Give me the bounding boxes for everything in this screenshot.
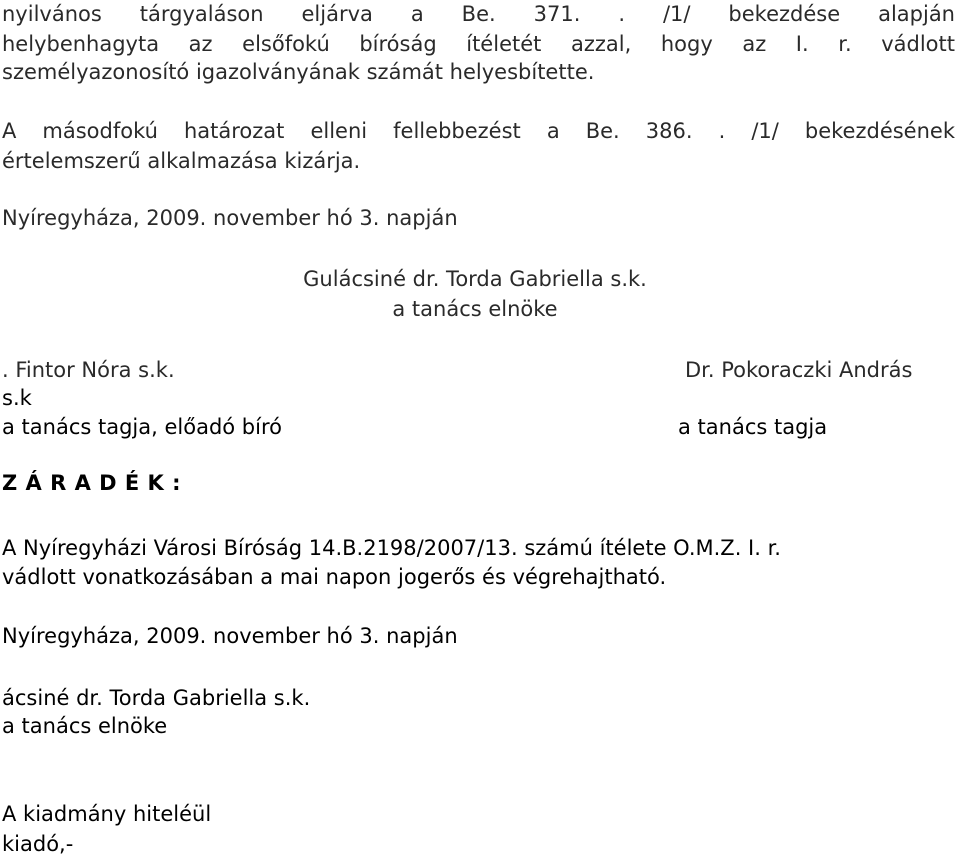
presiding-judge-title: a tanács elnöke [392,297,558,321]
clause-line1: A Nyíregyházi Városi Bíróság 14.B.2198/2007/13. számú ítélete O.M.Z. I. r. [2,536,781,560]
date-line-2: Nyíregyháza, 2009. november hó 3. napján [2,624,458,648]
footer-line2: kiadó,- [2,832,74,856]
member-right-name: Dr. Pokoraczki András [685,358,913,382]
signature2-title: a tanács elnöke [2,714,168,738]
presiding-judge-name: Gulácsiné dr. Torda Gabriella s.k. [303,267,647,291]
footer-line1: A kiadmány hiteléül [2,802,212,826]
member-left-title: a tanács tagja, előadó bíró [2,415,282,439]
date-line-1: Nyíregyháza, 2009. november hó 3. napján [2,206,458,230]
member-right-title: a tanács tagja [678,415,828,439]
paragraph2-line2: értelemszerű alkalmazása kizárja. [2,149,361,173]
member-left-suffix: s.k [2,386,32,410]
paragraph1-line2: helybenhagyta az elsőfokú bíróság ítéletét azzal, hogy az I. r. vádlott [2,32,955,56]
clause-line2: vádlott vonatkozásában a mai napon jogerős és végrehajtható. [2,565,667,589]
signature2-name: ácsiné dr. Torda Gabriella s.k. [2,686,311,710]
paragraph2-line1: A másodfokú határozat elleni fellebbezést a Be. 386. . /1/ bekezdésének [2,119,955,143]
clause-heading: Z Á R A D É K : [2,471,182,495]
paragraph1-line1: nyilvános tárgyaláson eljárva a Be. 371. . /1/ bekezdése alapján [2,2,955,26]
paragraph1-line3: személyazonosító igazolványának számát helyesbítette. [2,60,595,84]
member-left-name: . Fintor Nóra s.k. [2,358,175,382]
